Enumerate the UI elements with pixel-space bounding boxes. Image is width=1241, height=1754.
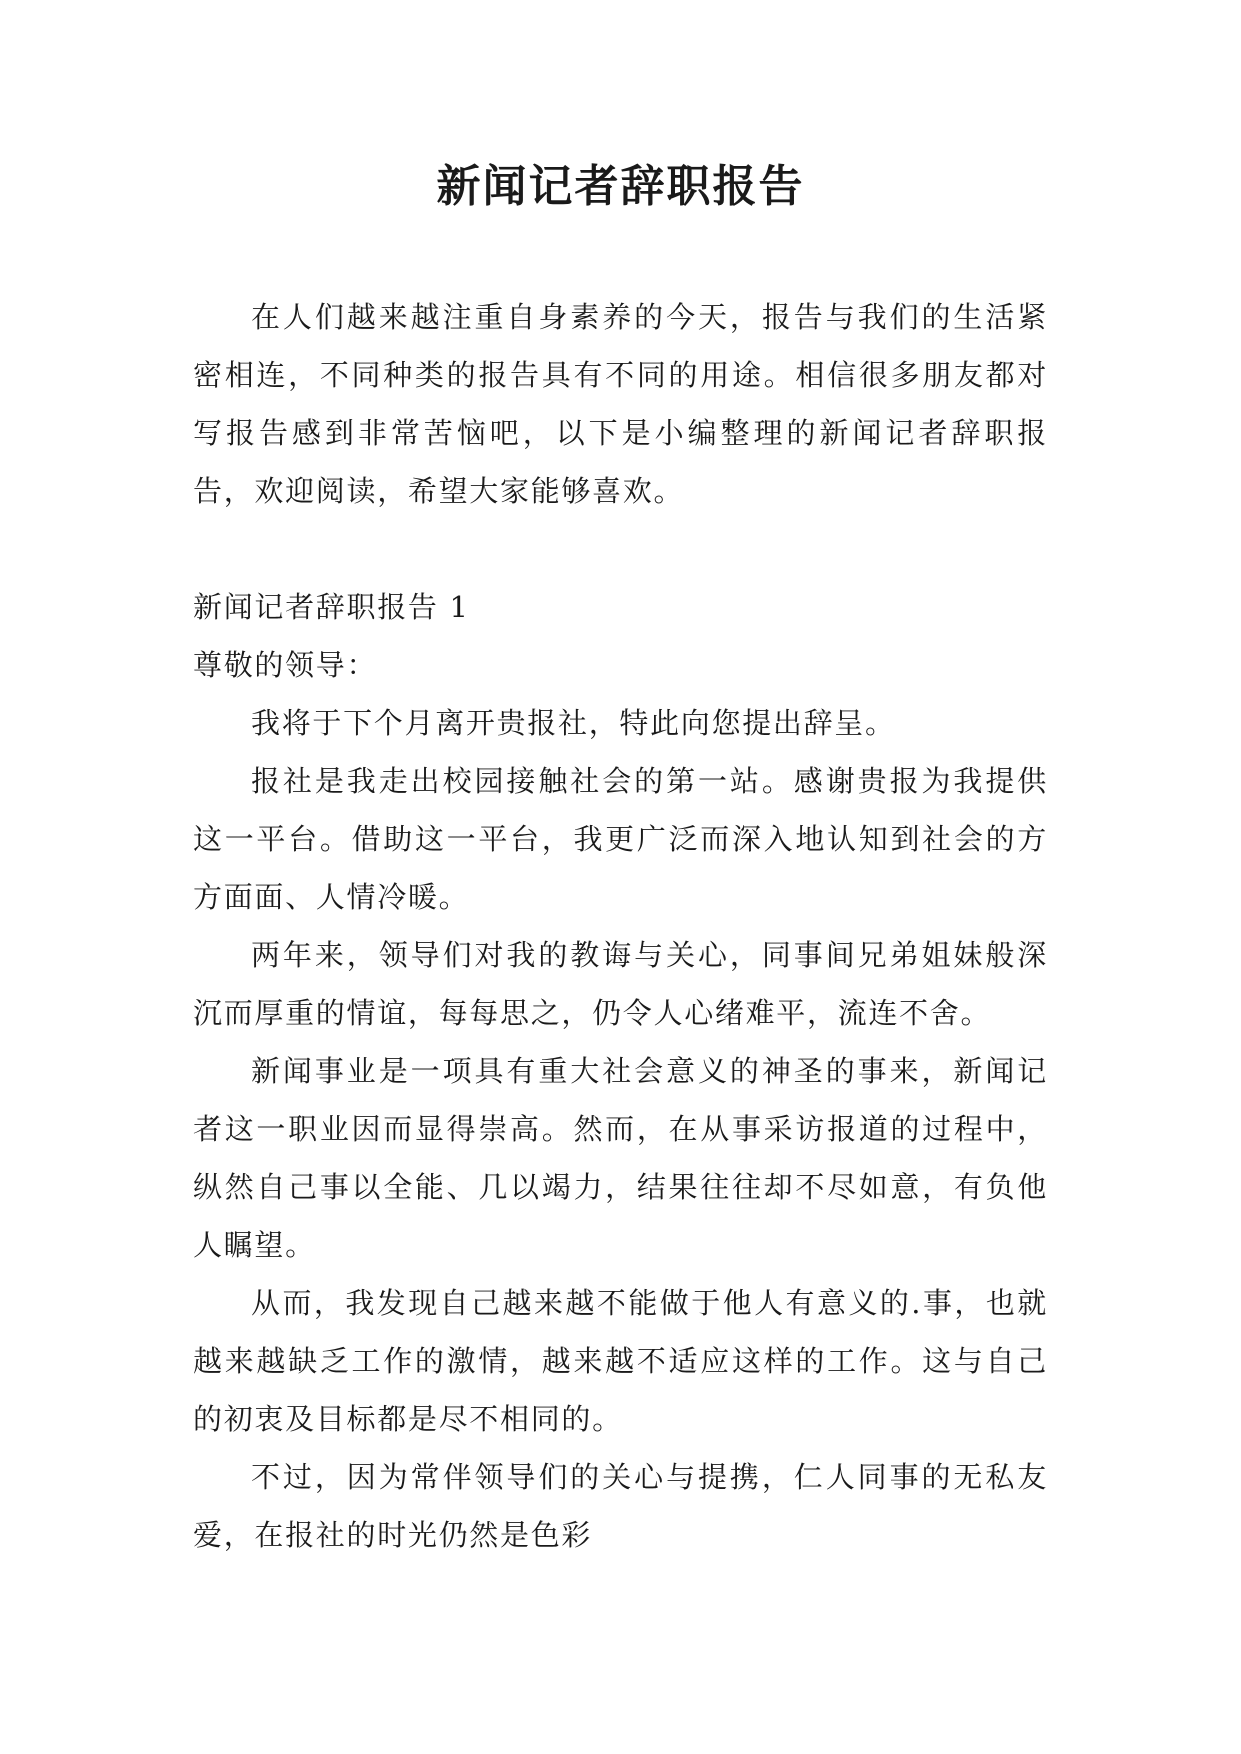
body-paragraph: 新闻事业是一项具有重大社会意义的神圣的事来，新闻记者这一职业因而显得崇高。然而，在从事采访报道的过程中，纵然自己事以全能、几以竭力，结果往往却不尽如意，有负他人瞩望。 (193, 1054, 1048, 1262)
document-title: 新闻记者辞职报告 (436, 161, 805, 212)
paragraph-spacer (193, 520, 1048, 578)
section-heading: 新闻记者辞职报告 1 (193, 590, 470, 624)
body-paragraph: 两年来，领导们对我的教诲与关心，同事间兄弟姐妹般深沉而厚重的情谊，每每思之，仍令人心绪难平，流连不舍。 (193, 938, 1048, 1030)
body-paragraph: 我将于下个月离开贵报社，特此向您提出辞呈。 (251, 706, 896, 740)
body-paragraph: 不过，因为常伴领导们的关心与提携，仁人同事的无私友爱，在报社的时光仍然是色彩 (193, 1460, 1048, 1552)
salutation: 尊敬的领导： (193, 648, 378, 682)
document-body (193, 288, 1048, 1564)
body-paragraph: 报社是我走出校园接触社会的第一站。感谢贵报为我提供这一平台。借助这一平台，我更广泛而深入地认知到社会的方方面面、人情冷暖。 (193, 764, 1048, 914)
body-paragraph: 从而，我发现自己越来越不能做于他人有意义的.事，也就越来越缺乏工作的激情，越来越不适应这样的工作。这与自己的初衷及目标都是尽不相同的。 (193, 1286, 1048, 1436)
intro-paragraph: 在人们越来越注重自身素养的今天，报告与我们的生活紧密相连，不同种类的报告具有不同的用途。相信很多朋友都对写报告感到非常苦恼吧，以下是小编整理的新闻记者辞职报告，欢迎阅读，希望大家能够喜欢。 (193, 300, 1048, 508)
